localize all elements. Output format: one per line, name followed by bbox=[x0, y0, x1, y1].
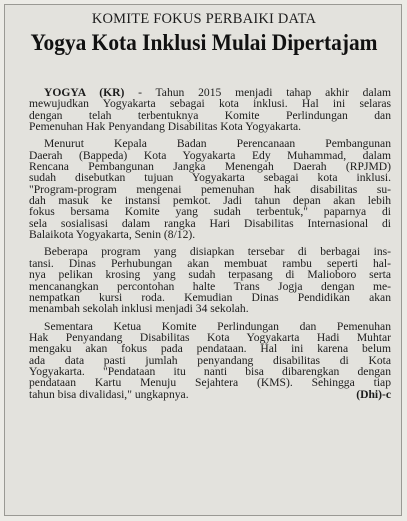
article-kicker: KOMITE FOKUS PERBAIKI DATA bbox=[91, 11, 317, 27]
article-signoff: (Dhi)-c bbox=[356, 387, 391, 401]
article-body bbox=[29, 87, 391, 400]
body-line: pendataan Kartu Menuju Sejahtera (KMS). Sehingga tiap bbox=[29, 376, 391, 390]
body-line: Rencana Pembangunan Jangka Menengah Daerah (RPJMD) bbox=[29, 160, 391, 174]
body-line: menambah sekolah inklusi menjadi 34 sekolah. bbox=[29, 302, 249, 316]
body-line: nempatkan kursi roda. Kemudian Dinas Pendidikan akan bbox=[29, 290, 391, 304]
body-line: Daerah (Bappeda) Kota Yogyakarta Edy Muhammad, dalam bbox=[29, 148, 391, 162]
body-line: Balaikota Yogyakarta, Senin (8/12). bbox=[29, 228, 196, 242]
article-dateline: YOGYA (KR) bbox=[44, 86, 125, 99]
body-line: ada data pasti jumlah penyandang disabilitas di Kota bbox=[29, 353, 391, 367]
body-line: tansi. Dinas Perhubungan akan membuat rambu seperti hal- bbox=[29, 256, 391, 270]
body-line: Hak Penyandang Disabilitas Kota Yogyakarta Hadi Muhtar bbox=[29, 330, 391, 344]
body-line: fokus bersama Komite yang sudah terbentuk," paparnya di bbox=[29, 205, 391, 219]
body-line-text: tahun bisa divalidasi," ungkapnya. bbox=[29, 387, 189, 401]
body-line: mewujudkan Yogyakarta sebagai kota inklusi. Hal ini selaras bbox=[29, 97, 391, 111]
body-line: dah masuk ke instansi pemkot. Jadi tahun depan akan lebih bbox=[29, 194, 391, 208]
body-line: Pemenuhan Hak Penyandang Disabilitas Kota Yogyakarta. bbox=[29, 120, 302, 134]
body-line: Sementara Ketua Komite Perlindungan dan Pemenuhan bbox=[44, 319, 391, 333]
article-headline: Yogya Kota Inklusi Mulai Dipertajam bbox=[30, 30, 378, 55]
body-line: Menurut Kepala Badan Perencanaan Pembangunan bbox=[44, 137, 391, 151]
body-line: nya pelikan krosing yang sudah terpasang di Malioboro serta bbox=[29, 268, 391, 282]
body-line bbox=[29, 389, 391, 400]
body-line: Yogyakarta. "Pendataan itu nanti bisa dibarengkan dengan bbox=[29, 364, 391, 378]
newspaper-clipping bbox=[4, 4, 402, 516]
body-line: dengan telah terbentuknya Komite Perlindungan dan bbox=[29, 108, 391, 122]
body-line-text: - Tahun 2015 menjadi tahap akhir dalam bbox=[124, 86, 391, 99]
body-line: sela sosialisasi dalam rangka Hari Disabilitas Internasional di bbox=[29, 216, 391, 230]
body-line: "Program-program mengenai pemenuhan hak disabilitas su- bbox=[29, 182, 391, 196]
body-line: sudah disebutkan tujuan Yogyakarta sebagai kota inklusi. bbox=[29, 171, 391, 185]
body-line: mencanangkan percontohan halte Trans Jogja dengan me- bbox=[29, 279, 391, 293]
body-line: Beberapa program yang disiapkan tersebar di berbagai ins- bbox=[44, 245, 391, 259]
body-line: mengaku akan fokus pada pendataan. Hal ini karena belum bbox=[29, 342, 391, 356]
